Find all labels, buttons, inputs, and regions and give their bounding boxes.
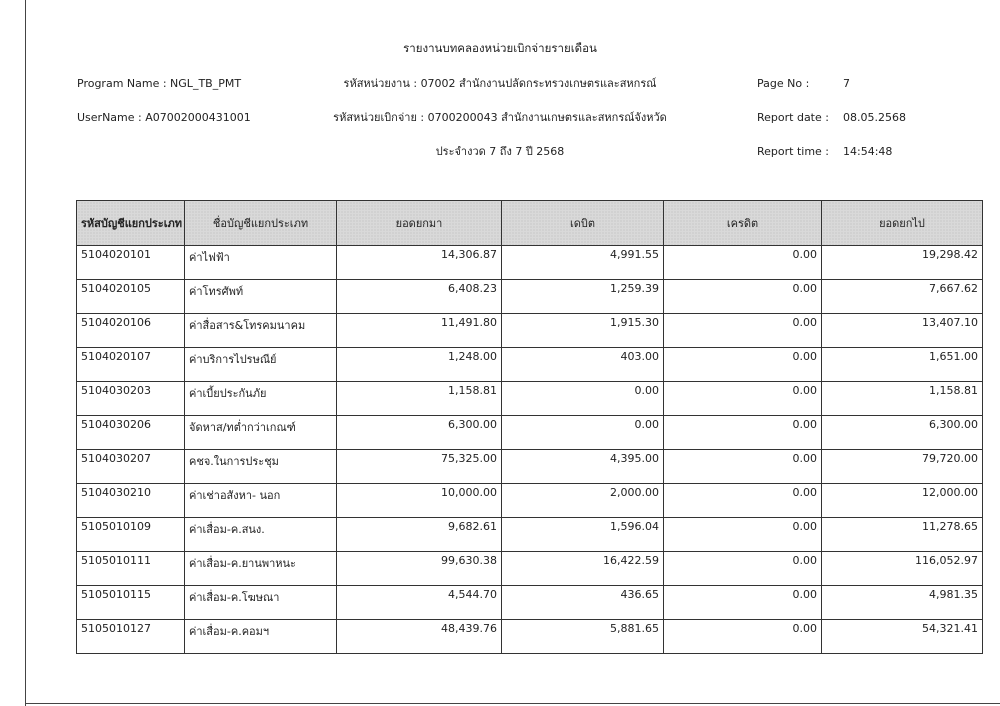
debit: 1,596.04 (502, 518, 664, 552)
account-name: จัดหาส/ทต่ำกว่าเกณฑ์ (185, 416, 337, 450)
table-row (77, 416, 983, 450)
balance-forward: 48,439.76 (337, 620, 502, 654)
balance-carried: 116,052.97 (822, 552, 983, 586)
balance-forward: 14,306.87 (337, 246, 502, 280)
credit: 0.00 (664, 552, 822, 586)
balance-forward: 9,682.61 (337, 518, 502, 552)
debit: 5,881.65 (502, 620, 664, 654)
credit: 0.00 (664, 484, 822, 518)
account-name: ค่าเสื่อม-ค.ยานพาหนะ (185, 552, 337, 586)
page-border-left (25, 0, 26, 706)
balance-carried: 1,158.81 (822, 382, 983, 416)
balance-forward: 11,491.80 (337, 314, 502, 348)
account-name: ค่าเสื่อม-ค.คอมฯ (185, 620, 337, 654)
debit: 4,395.00 (502, 450, 664, 484)
account-code: 5104030207 (77, 450, 185, 484)
report-date-label: Report date : (757, 111, 829, 124)
debit: 0.00 (502, 416, 664, 450)
balance-forward: 4,544.70 (337, 586, 502, 620)
balance-carried: 4,981.35 (822, 586, 983, 620)
account-code: 5104030210 (77, 484, 185, 518)
debit: 403.00 (502, 348, 664, 382)
page-no-value: 7 (843, 77, 850, 90)
debit: 4,991.55 (502, 246, 664, 280)
account-name: คชจ.ในการประชุม (185, 450, 337, 484)
table-row (77, 348, 983, 382)
debit: 2,000.00 (502, 484, 664, 518)
account-code: 5104020106 (77, 314, 185, 348)
header-debit: เดบิต (502, 201, 664, 246)
table-row (77, 450, 983, 484)
account-code: 5104020105 (77, 280, 185, 314)
credit: 0.00 (664, 586, 822, 620)
report-title: รายงานบทคลองหน่วยเบิกจ่ายรายเดือน (403, 41, 597, 55)
header-account-name: ชื่อบัญชีแยกประเภท (185, 201, 337, 246)
credit: 0.00 (664, 416, 822, 450)
report-time-value: 14:54:48 (843, 145, 893, 158)
debit: 16,422.59 (502, 552, 664, 586)
balance-carried: 11,278.65 (822, 518, 983, 552)
account-name: ค่าเบี้ยประกันภัย (185, 382, 337, 416)
account-name: ค่าบริการไปรษณีย์ (185, 348, 337, 382)
agency-line: รหัสหน่วยงาน : 07002 สำนักงานปลัดกระทรวงเกษตรและสหกรณ์ (343, 77, 657, 90)
ledger-table (76, 200, 983, 654)
account-name: ค่าเสื่อม-ค.โฆษณา (185, 586, 337, 620)
account-name: ค่าเช่าอสังหา- นอก (185, 484, 337, 518)
header-balance-forward: ยอดยกมา (337, 201, 502, 246)
table-row (77, 586, 983, 620)
account-code: 5104030203 (77, 382, 185, 416)
account-name: ค่าโทรศัพท์ (185, 280, 337, 314)
balance-forward: 10,000.00 (337, 484, 502, 518)
table-header-row (77, 201, 983, 246)
balance-carried: 54,321.41 (822, 620, 983, 654)
table-row (77, 280, 983, 314)
balance-forward: 75,325.00 (337, 450, 502, 484)
table-row (77, 518, 983, 552)
header-balance-carried: ยอดยกไป (822, 201, 983, 246)
table-row (77, 382, 983, 416)
credit: 0.00 (664, 314, 822, 348)
table-row (77, 620, 983, 654)
debit: 436.65 (502, 586, 664, 620)
balance-carried: 7,667.62 (822, 280, 983, 314)
balance-carried: 6,300.00 (822, 416, 983, 450)
table-row (77, 484, 983, 518)
account-name: ค่าไฟฟ้า (185, 246, 337, 280)
balance-carried: 79,720.00 (822, 450, 983, 484)
account-code: 5105010109 (77, 518, 185, 552)
balance-forward: 99,630.38 (337, 552, 502, 586)
account-code: 5105010115 (77, 586, 185, 620)
credit: 0.00 (664, 246, 822, 280)
header-credit: เครดิต (664, 201, 822, 246)
credit: 0.00 (664, 280, 822, 314)
report-time-label: Report time : (757, 145, 830, 158)
balance-forward: 6,300.00 (337, 416, 502, 450)
header-account-code: รหัสบัญชีแยกประเภท (77, 201, 185, 246)
period-line: ประจำงวด 7 ถึง 7 ปี 2568 (435, 145, 565, 158)
account-code: 5105010111 (77, 552, 185, 586)
credit: 0.00 (664, 382, 822, 416)
balance-forward: 1,248.00 (337, 348, 502, 382)
account-code: 5104020101 (77, 246, 185, 280)
account-name: ค่าสื่อสาร&โทรคมนาคม (185, 314, 337, 348)
report-date-value: 08.05.2568 (843, 111, 906, 124)
debit: 1,259.39 (502, 280, 664, 314)
balance-carried: 1,651.00 (822, 348, 983, 382)
balance-carried: 19,298.42 (822, 246, 983, 280)
account-code: 5104030206 (77, 416, 185, 450)
account-code: 5104020107 (77, 348, 185, 382)
page-border-bottom (25, 703, 1000, 704)
debit: 1,915.30 (502, 314, 664, 348)
credit: 0.00 (664, 518, 822, 552)
account-name: ค่าเสื่อม-ค.สนง. (185, 518, 337, 552)
balance-carried: 12,000.00 (822, 484, 983, 518)
table-row (77, 314, 983, 348)
user-name: UserName : A07002000431001 (77, 111, 251, 124)
credit: 0.00 (664, 450, 822, 484)
balance-forward: 1,158.81 (337, 382, 502, 416)
debit: 0.00 (502, 382, 664, 416)
balance-carried: 13,407.10 (822, 314, 983, 348)
disbursing-unit-line: รหัสหน่วยเบิกจ่าย : 0700200043 สำนักงานเกษตรและสหกรณ์จังหวัด (333, 111, 667, 124)
program-name: Program Name : NGL_TB_PMT (77, 77, 242, 90)
credit: 0.00 (664, 348, 822, 382)
account-code: 5105010127 (77, 620, 185, 654)
balance-forward: 6,408.23 (337, 280, 502, 314)
table-row (77, 552, 983, 586)
credit: 0.00 (664, 620, 822, 654)
page-no-label: Page No : (757, 77, 810, 90)
table-row (77, 246, 983, 280)
